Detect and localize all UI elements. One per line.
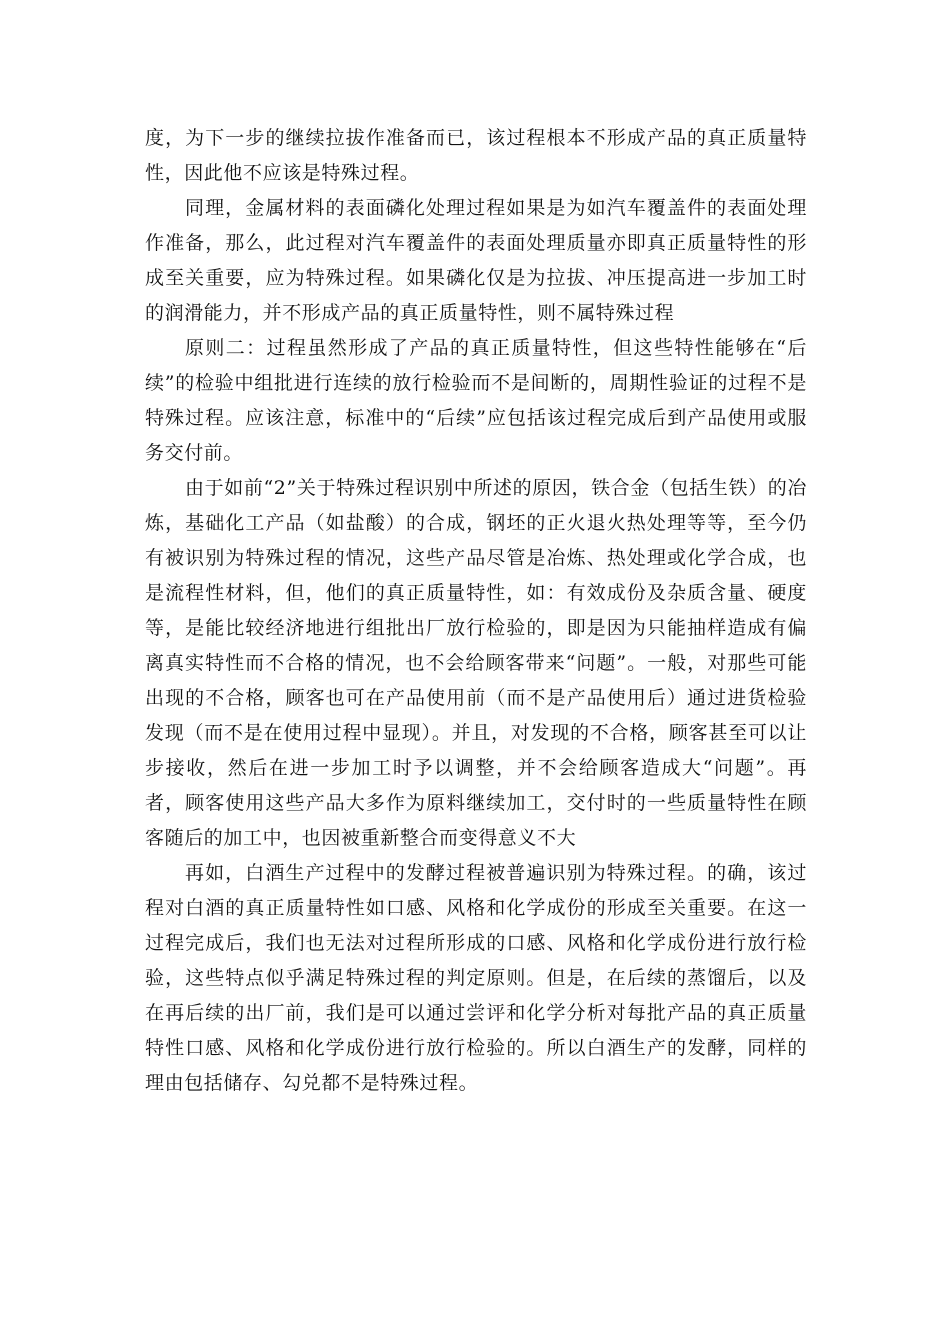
document-body [145, 121, 807, 1101]
paragraph-continuation: 度，为下一步的继续拉拔作准备而已，该过程根本不形成产品的真正质量特性，因此他不应该是特殊过程。 [145, 127, 807, 184]
paragraph-ferroalloy-example: 由于如前“2”关于特殊过程识别中所述的原因，铁合金（包括生铁）的冶炼，基础化工产品（如盐酸）的合成，钢坯的正火退火热处理等等，至今仍有被识别为特殊过程的情况，这些产品尽管是冶炼、热处理或化学合成，也是流程性材料，但，他们的真正质量特性，如：有效成份及杂质含量、硬度等，是能比较经济地进行组批出厂放行检验的，即是因为只能抽样造成有偏离真实特性而不合格的情况，也不会给顾客带来“问题”。一般，对那些可能出现的不合格，顾客也可在产品使用前（而不是产品使用后）通过进货检验发现（而不是在使用过程中显现）。并且，对发现的不合格，顾客甚至可以让步接收，然后在进一步加工时予以调整，并不会给顾客造成大“问题”。再者，顾客使用这些产品大多作为原料继续加工，交付时的一些质量特性在顾客随后的加工中，也因被重新整合而变得意义不大 [145, 477, 807, 849]
paragraph-principle-two: 原则二：过程虽然形成了产品的真正质量特性，但这些特性能够在“后续”的检验中组批进行连续的放行检验而不是间断的，周期性验证的过程不是特殊过程。应该注意，标准中的“后续”应包括该过程完成后到产品使用或服务交付前。 [145, 337, 807, 464]
paragraph-liquor-fermentation: 再如，白酒生产过程中的发酵过程被普遍识别为特殊过程。的确，该过程对白酒的真正质量特性如口感、风格和化学成份的形成至关重要。在这一过程完成后，我们也无法对过程所形成的口感、风格和化学成份进行放行检验，这些特点似乎满足特殊过程的判定原则。但是，在后续的蒸馏后，以及在再后续的出厂前，我们是可以通过尝评和化学分析对每批产品的真正质量特性口感、风格和化学成份进行放行检验的。所以白酒生产的发酵，同样的理由包括储存、勾兑都不是特殊过程。 [145, 862, 807, 1094]
paragraph-phosphating: 同理，金属材料的表面磷化处理过程如果是为如汽车覆盖件的表面处理作准备，那么，此过程对汽车覆盖件的表面处理质量亦即真正质量特性的形成至关重要，应为特殊过程。如果磷化仅是为拉拔、冲压提高进一步加工时的润滑能力，并不形成产品的真正质量特性，则不属特殊过程 [145, 197, 807, 324]
